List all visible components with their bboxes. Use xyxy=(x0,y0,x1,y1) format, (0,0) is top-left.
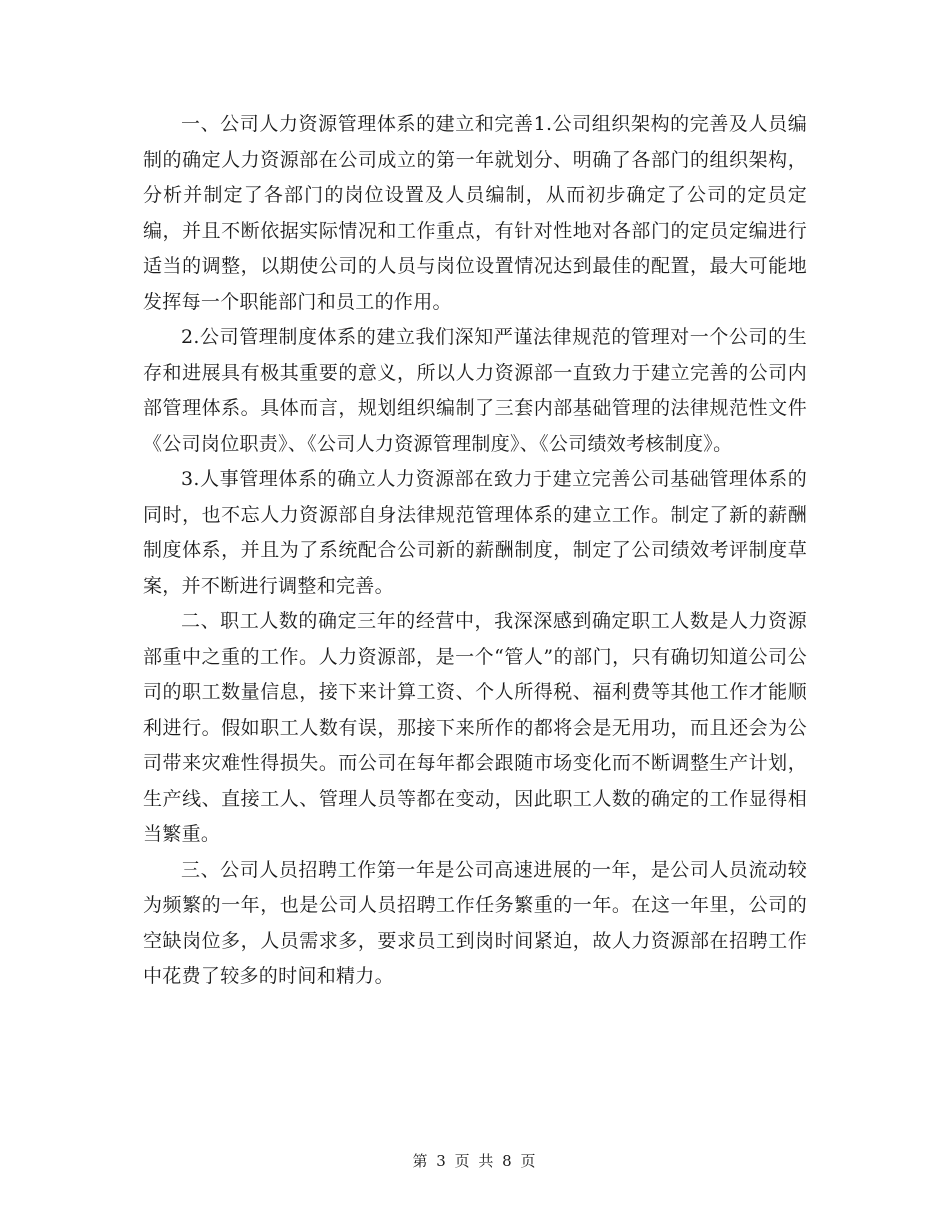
document-body xyxy=(143,107,807,995)
paragraph-hr-system: 一、公司人力资源管理体系的建立和完善1.公司组织架构的完善及人员编制的确定人力资源部在公司成立的第一年就划分、明确了各部门的组织架构，分析并制定了各部门的岗位设置及人员编制，从而初步确定了公司的定员定编，并且不断依据实际情况和工作重点，有针对性地对各部门的定员定编进行适当的调整，以期使公司的人员与岗位设置情况达到最佳的配置，最大可能地发挥每一个职能部门和员工的作用。 xyxy=(143,113,807,313)
paragraph-headcount: 二、职工人数的确定三年的经营中，我深深感到确定职工人数是人力资源部重中之重的工作。人力资源部，是一个“管人”的部门，只有确切知道公司公司的职工数量信息，接下来计算工资、个人所得税、福利费等其他工作才能顺利进行。假如职工人数有误，那接下来所作的都将会是无用功，而且还会为公司带来灾难性得损失。而公司在每年都会跟随市场变化而不断调整生产计划，生产线、直接工人、管理人员等都在变动，因此职工人数的确定的工作显得相当繁重。 xyxy=(143,610,807,845)
paragraph-management-system: 2.公司管理制度体系的建立我们深知严谨法律规范的管理对一个公司的生存和进展具有极其重要的意义，所以人力资源部一直致力于建立完善的公司内部管理体系。具体而言，规划组织编制了三套内部基础管理的法律规范性文件《公司岗位职责》、《公司人力资源管理制度》、《公司绩效考核制度》。 xyxy=(143,326,807,455)
page-number-footer: 第 3 页 共 8 页 xyxy=(412,1152,538,1170)
paragraph-recruitment: 三、公司人员招聘工作第一年是公司高速进展的一年，是公司人员流动较为频繁的一年，也是公司人员招聘工作任务繁重的一年。在这一年里，公司的空缺岗位多，人员需求多，要求员工到岗时间紧迫，故人力资源部在招聘工作中花费了较多的时间和精力。 xyxy=(143,858,807,987)
paragraph-personnel-system: 3.人事管理体系的确立人力资源部在致力于建立完善公司基础管理体系的同时，也不忘人力资源部自身法律规范管理体系的建立工作。制定了新的薪酬制度体系，并且为了系统配合公司新的薪酬制度，制定了公司绩效考评制度草案，并不断进行调整和完善。 xyxy=(143,468,807,597)
